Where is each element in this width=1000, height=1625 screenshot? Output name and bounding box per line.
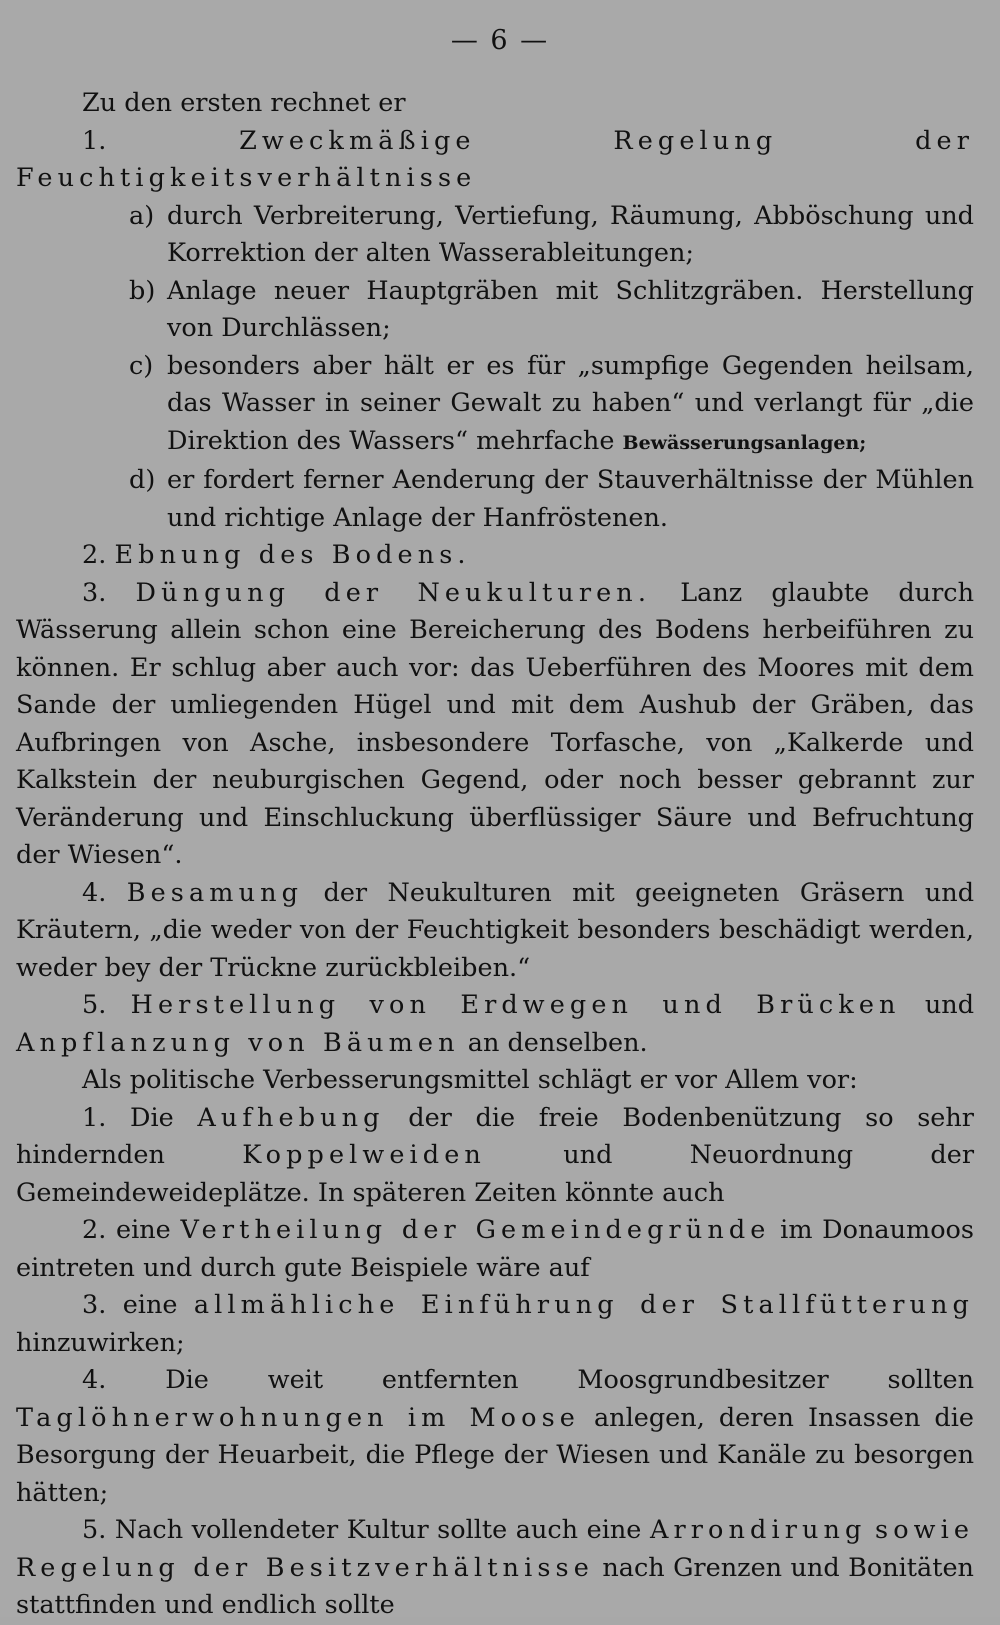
political-1: 1. Die Aufhebung der die freie Bodenbenützung so sehr hindernden Koppelweiden und Neuordnung der Gemeindeweideplätze. In späteren Zeiten könnte auch — [16, 1102, 975, 1208]
emphasis-bewaesserungsanlagen: Bewässerungsanlagen; — [622, 431, 867, 454]
item-1d: d) er fordert ferner Aenderung der Stauverhältnisse der Mühlen und richtige Anlage der Hanfröstenen. — [129, 465, 974, 533]
page-number: — 6 — — [450, 25, 550, 56]
item-5: 5. Herstellung von Erdwegen und Brücken und Anpflanzung von Bäumen an denselben. — [16, 990, 975, 1058]
item-1a: a) durch Verbreiterung, Vertiefung, Räumung, Abböschung und Korrektion der alten Wasserableitungen; — [129, 200, 974, 268]
intro-line: Zu den ersten rechnet er — [82, 88, 406, 118]
item-1c: c) besonders aber hält er es für „sumpfige Gegenden heilsam, das Wasser in seiner Gewalt zu haben“ und verlangt für „die Direktion des Wassers“ mehrfache Bewässerungsanlagen; — [129, 350, 974, 456]
item-1b: b) Anlage neuer Hauptgräben mit Schlitzgräben. Herstellung von Durchlässen; — [129, 275, 974, 343]
item-3: 3. Düngung der Neukulturen. Lanz glaubte durch Wässerung allein schon eine Bereicherung des Bodens herbeiführen zu können. Er schlug aber auch vor: das Ueberführen des Moores mit dem Sande der umliegenden Hügel und mit dem Aushub der Gräben, das Aufbringen von Asche, insbesondere Torfasche, von „Kalkerde und Kalkstein der neuburgischen Gegend, oder noch besser gebrannt zur Veränderung und Einschluckung überflüssiger Säure und Befruchtung der Wiesen“. — [16, 577, 974, 870]
political-3: 3. eine allmähliche Einführung der Stallfütterung hinzuwirken; — [16, 1290, 974, 1358]
item-2: 2. Ebnung des Bodens. — [82, 540, 471, 570]
document-body — [16, 85, 974, 1625]
political-2: 2. eine Vertheilung der Gemeindegründe im Donaumoos eintreten und durch gute Beispiele wäre auf — [16, 1215, 974, 1283]
political-intro: Als politische Verbesserungsmittel schlägt er vor Allem vor: — [82, 1065, 858, 1095]
political-5: 5. Nach vollendeter Kultur sollte auch eine Arrondirung sowie Regelung der Besitzverhältnisse nach Grenzen und Bonitäten stattfinden und endlich sollte — [16, 1515, 975, 1620]
item-4: 4. Besamung der Neukulturen mit geeigneten Gräsern und Kräutern, „die weder von der Feuchtigkeit besonders beschädigt werden, weder bey der Trückne zurückbleiben.“ — [16, 877, 975, 983]
item-1-heading: 1. Zweckmäßige Regelung der Feuchtigkeitsverhältnisse — [16, 125, 975, 193]
political-4: 4. Die weit entfernten Moosgrundbesitzer sollten Taglöhnerwohnungen im Moose anlegen, deren Insassen die Besorgung der Heuarbeit, die Pflege der Wiesen und Kanäle zu besorgen hätten; — [16, 1365, 975, 1508]
